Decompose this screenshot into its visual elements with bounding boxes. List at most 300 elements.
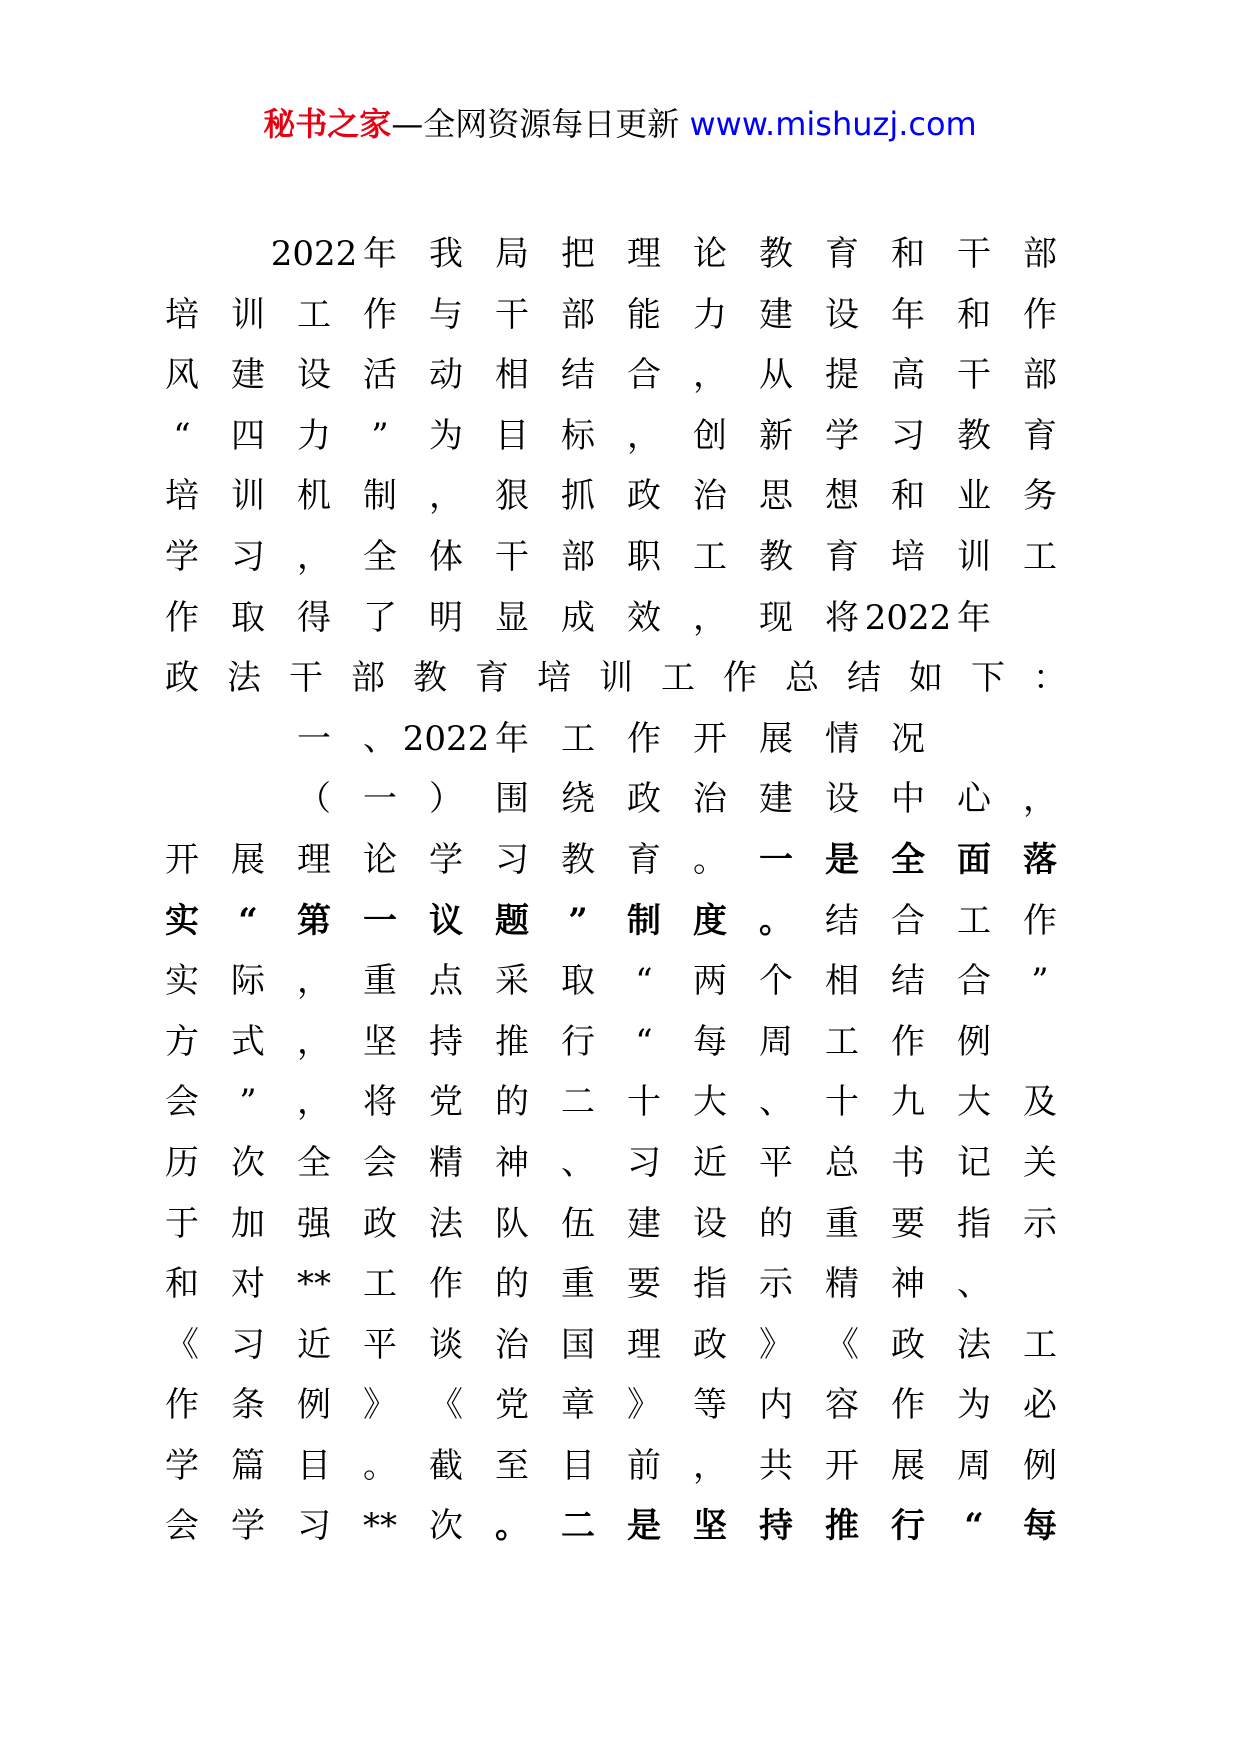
body-glyph: 作 (429, 1264, 463, 1305)
body-glyph: 和 (165, 1264, 199, 1305)
body-glyph: 展 (759, 718, 793, 759)
body-glyph: 明 (429, 597, 463, 638)
body-glyph: 为 (957, 1385, 991, 1426)
body-glyph: 工 (693, 536, 727, 577)
body-glyph: ” (568, 900, 588, 941)
body-glyph: 部 (351, 658, 385, 699)
body-glyph: 成 (561, 597, 595, 638)
body-glyph: 》 (627, 1385, 661, 1426)
body-glyph: 显 (495, 597, 529, 638)
body-glyph: 作 (891, 1385, 925, 1426)
body-glyph: ， (297, 961, 331, 1002)
body-glyph: 育 (627, 839, 661, 880)
body-glyph: 目 (495, 415, 529, 456)
body-glyph: 干 (957, 355, 991, 396)
body-glyph: 、 (957, 1264, 991, 1305)
body-glyph: 作 (891, 1021, 925, 1062)
body-glyph: 面 (957, 839, 991, 880)
body-glyph: 议 (429, 900, 463, 941)
body-line (166, 951, 1066, 1012)
body-glyph: 政 (693, 1324, 727, 1365)
body-glyph: 会 (363, 1142, 397, 1183)
body-glyph: 共 (759, 1445, 793, 1486)
body-glyph: 训 (599, 658, 633, 699)
body-glyph: 近 (693, 1142, 727, 1183)
body-glyph: 政 (627, 779, 661, 820)
body-glyph: 创 (693, 415, 727, 456)
body-glyph: 法 (957, 1324, 991, 1365)
body-glyph: 精 (429, 1142, 463, 1183)
body-glyph: 题 (495, 900, 529, 941)
body-glyph: 式 (231, 1021, 265, 1062)
document-body (166, 224, 1066, 1557)
body-glyph: 对 (231, 1264, 265, 1305)
body-glyph: 合 (627, 355, 661, 396)
body-glyph: 九 (891, 1082, 925, 1123)
body-glyph: 结 (847, 658, 881, 699)
body-glyph: 必 (1023, 1385, 1057, 1426)
body-line (166, 1315, 1066, 1376)
body-glyph: 部 (561, 294, 595, 335)
body-glyph: 制 (363, 476, 397, 517)
body-glyph: 工 (363, 1264, 397, 1305)
body-glyph: 与 (429, 294, 463, 335)
body-glyph: 大 (693, 1082, 727, 1123)
body-glyph: 工 (1023, 536, 1057, 577)
body-glyph: 例 (1023, 1445, 1057, 1486)
body-glyph: 为 (429, 415, 463, 456)
body-glyph: 围 (495, 779, 529, 820)
body-glyph: 如 (909, 658, 943, 699)
body-glyph: 情 (825, 718, 859, 759)
body-glyph: 前 (627, 1445, 661, 1486)
body-glyph: 行 (891, 1506, 925, 1547)
body-glyph: 》 (759, 1324, 793, 1365)
body-glyph: 采 (495, 961, 529, 1002)
body-glyph: 要 (627, 1264, 661, 1305)
body-glyph: 教 (759, 536, 793, 577)
body-glyph: 每 (693, 1021, 727, 1062)
body-glyph: 2022 (864, 597, 952, 638)
body-glyph: 指 (693, 1264, 727, 1305)
body-glyph: 、 (561, 1142, 595, 1183)
body-glyph: 风 (165, 355, 199, 396)
body-glyph: “ (964, 1506, 984, 1547)
body-glyph: 容 (825, 1385, 859, 1426)
body-glyph: 培 (891, 536, 925, 577)
body-glyph: 局 (495, 234, 529, 274)
body-glyph: 要 (891, 1203, 925, 1244)
tagline: —全网资源每日更新 (391, 105, 680, 143)
body-glyph: 章 (561, 1385, 595, 1426)
body-glyph: ” (371, 415, 389, 456)
body-glyph: 相 (825, 961, 859, 1002)
body-glyph: 建 (627, 1203, 661, 1244)
body-glyph: ， (693, 355, 727, 396)
body-glyph: 了 (363, 597, 397, 638)
body-glyph: ， (297, 1082, 331, 1123)
body-glyph: 精 (825, 1264, 859, 1305)
body-glyph: 两 (693, 961, 727, 1002)
body-glyph: 理 (627, 1324, 661, 1365)
body-line (166, 406, 1066, 467)
body-line (166, 588, 1066, 649)
body-line (166, 1012, 1066, 1073)
body-glyph: 总 (785, 658, 819, 699)
body-glyph: 全 (363, 536, 397, 577)
body-glyph: ， (297, 536, 331, 577)
body-glyph: 动 (429, 355, 463, 396)
body-glyph: 习 (495, 839, 529, 880)
body-glyph: 队 (495, 1203, 529, 1244)
body-glyph: 取 (231, 597, 265, 638)
body-glyph: 一 (297, 718, 331, 759)
body-glyph: ** (297, 1264, 331, 1305)
body-glyph: 指 (957, 1203, 991, 1244)
body-line (166, 709, 1066, 770)
body-glyph: 作 (723, 658, 757, 699)
body-glyph: 习 (297, 1506, 331, 1547)
body-glyph: 理 (627, 234, 661, 274)
body-glyph: 实 (165, 961, 199, 1002)
body-glyph: 得 (297, 597, 331, 638)
body-glyph: 教 (957, 415, 991, 456)
body-glyph: 落 (1023, 839, 1057, 880)
body-glyph: 职 (627, 536, 661, 577)
body-glyph: 作 (1023, 900, 1057, 941)
body-glyph: 想 (825, 476, 859, 517)
body-glyph: 党 (495, 1385, 529, 1426)
body-glyph: 能 (627, 294, 661, 335)
body-glyph: 心 (957, 779, 991, 820)
body-glyph: 第 (297, 900, 331, 941)
body-line (166, 1375, 1066, 1436)
body-glyph: 开 (693, 718, 727, 759)
body-glyph: 习 (231, 1324, 265, 1365)
body-glyph: 工 (1023, 1324, 1057, 1365)
body-glyph: 治 (495, 1324, 529, 1365)
body-glyph: 平 (363, 1324, 397, 1365)
body-glyph: 将 (825, 597, 859, 638)
body-glyph: 建 (231, 355, 265, 396)
body-glyph: 重 (561, 1264, 595, 1305)
body-glyph: 内 (759, 1385, 793, 1426)
body-glyph: “ (173, 415, 191, 456)
body-glyph: 篇 (231, 1445, 265, 1486)
body-glyph: 周 (957, 1445, 991, 1486)
body-glyph: 思 (759, 476, 793, 517)
body-glyph: 强 (297, 1203, 331, 1244)
body-glyph: 训 (231, 476, 265, 517)
site-url[interactable]: www.mishuzj.com (689, 105, 977, 143)
body-glyph: 坚 (693, 1506, 727, 1547)
body-glyph: 合 (957, 961, 991, 1002)
body-line (166, 345, 1066, 406)
body-glyph: 等 (693, 1385, 727, 1426)
body-glyph: 四 (231, 415, 265, 456)
body-glyph: 部 (1023, 355, 1057, 396)
body-glyph: 每 (1023, 1506, 1057, 1547)
body-glyph: 把 (561, 234, 595, 274)
body-glyph: 和 (891, 234, 925, 274)
body-glyph: 法 (227, 658, 261, 699)
body-glyph: 加 (231, 1203, 265, 1244)
body-glyph: 训 (957, 536, 991, 577)
body-glyph: 年 (957, 597, 991, 638)
body-glyph: 书 (891, 1142, 925, 1183)
body-glyph: （ (297, 779, 331, 820)
body-glyph: 干 (495, 536, 529, 577)
body-glyph: 结 (891, 961, 925, 1002)
body-glyph: 总 (825, 1142, 859, 1183)
body-glyph: 结 (561, 355, 595, 396)
body-glyph: 教 (759, 234, 793, 274)
body-glyph: 政 (363, 1203, 397, 1244)
body-glyph: 个 (759, 961, 793, 1002)
body-glyph: 论 (363, 839, 397, 880)
body-glyph: 作 (165, 1385, 199, 1426)
body-glyph: 年 (363, 234, 397, 274)
body-glyph: 相 (495, 355, 529, 396)
body-glyph: 学 (231, 1506, 265, 1547)
body-glyph: 学 (825, 415, 859, 456)
body-glyph: 谈 (429, 1324, 463, 1365)
body-glyph: 展 (891, 1445, 925, 1486)
body-glyph: 活 (363, 355, 397, 396)
body-glyph: 。 (363, 1445, 397, 1486)
body-glyph: 近 (297, 1324, 331, 1365)
body-glyph: 。 (693, 839, 727, 880)
body-glyph: 育 (475, 658, 509, 699)
body-glyph: 下 (971, 658, 1005, 699)
body-glyph: 工 (825, 1021, 859, 1062)
body-glyph: 结 (825, 900, 859, 941)
body-glyph: 《 (165, 1324, 199, 1365)
body-glyph: 持 (759, 1506, 793, 1547)
body-glyph: 》 (363, 1385, 397, 1426)
body-glyph: 一 (759, 839, 793, 880)
body-glyph: 设 (693, 1203, 727, 1244)
body-glyph: 习 (627, 1142, 661, 1183)
body-glyph: 政 (891, 1324, 925, 1365)
body-line (166, 830, 1066, 891)
body-glyph: 标 (561, 415, 595, 456)
body-glyph: 机 (297, 476, 331, 517)
body-glyph: 示 (1023, 1203, 1057, 1244)
body-glyph: 展 (231, 839, 265, 880)
body-glyph: 开 (825, 1445, 859, 1486)
body-glyph: 、 (363, 718, 397, 759)
body-glyph: 学 (165, 1445, 199, 1486)
body-line (166, 224, 1066, 285)
body-glyph: 育 (825, 536, 859, 577)
body-glyph: 力 (297, 415, 331, 456)
body-glyph: 次 (429, 1506, 463, 1547)
body-glyph: 作 (363, 294, 397, 335)
body-glyph: 目 (297, 1445, 331, 1486)
body-glyph: 作 (165, 597, 199, 638)
body-glyph: 干 (289, 658, 323, 699)
body-glyph: 工 (561, 718, 595, 759)
body-glyph: 十 (627, 1082, 661, 1123)
body-glyph: 2022 (402, 718, 490, 759)
body-glyph: 伍 (561, 1203, 595, 1244)
body-glyph: 培 (165, 294, 199, 335)
body-glyph: 设 (825, 294, 859, 335)
body-glyph: “ (635, 1021, 653, 1062)
body-glyph: 学 (429, 839, 463, 880)
body-glyph: 建 (759, 779, 793, 820)
body-line (166, 285, 1066, 346)
body-glyph: 合 (891, 900, 925, 941)
body-glyph: 教 (413, 658, 447, 699)
body-glyph: 于 (165, 1203, 199, 1244)
header (0, 100, 1240, 148)
body-glyph: “ (635, 961, 653, 1002)
body-line (166, 769, 1066, 830)
body-glyph: 现 (759, 597, 793, 638)
body-glyph: 十 (825, 1082, 859, 1123)
body-glyph: “ (238, 900, 258, 941)
body-line (166, 527, 1066, 588)
body-glyph: 。 (495, 1506, 529, 1547)
body-line (166, 891, 1066, 952)
body-glyph: 新 (759, 415, 793, 456)
body-glyph: 目 (561, 1445, 595, 1486)
body-glyph: ， (693, 1445, 727, 1486)
body-glyph: 神 (495, 1142, 529, 1183)
body-glyph: 二 (561, 1082, 595, 1123)
body-line (166, 1436, 1066, 1497)
body-glyph: 培 (165, 476, 199, 517)
body-glyph: 设 (825, 779, 859, 820)
body-glyph: 推 (825, 1506, 859, 1547)
body-glyph: ） (429, 779, 463, 820)
body-glyph: 高 (891, 355, 925, 396)
body-glyph: 开 (165, 839, 199, 880)
body-glyph: 理 (297, 839, 331, 880)
body-glyph: 务 (1023, 476, 1057, 517)
body-line (166, 466, 1066, 527)
body-glyph: 一 (363, 779, 397, 820)
body-glyph: 和 (891, 476, 925, 517)
body-glyph: 的 (495, 1264, 529, 1305)
body-glyph: 提 (825, 355, 859, 396)
body-glyph: 工 (297, 294, 331, 335)
body-glyph: 大 (957, 1082, 991, 1123)
body-glyph: 重 (825, 1203, 859, 1244)
body-glyph: 是 (627, 1506, 661, 1547)
body-glyph: ： (1033, 658, 1067, 699)
body-glyph: 及 (1023, 1082, 1057, 1123)
body-glyph: 制 (627, 900, 661, 941)
body-glyph: 例 (297, 1385, 331, 1426)
body-glyph: 神 (891, 1264, 925, 1305)
body-glyph: 的 (759, 1203, 793, 1244)
body-glyph: 部 (561, 536, 595, 577)
body-glyph: 际 (231, 961, 265, 1002)
body-glyph: 绕 (561, 779, 595, 820)
body-glyph: 次 (231, 1142, 265, 1183)
body-glyph: 中 (891, 779, 925, 820)
body-glyph: 重 (363, 961, 397, 1002)
body-glyph: 坚 (363, 1021, 397, 1062)
body-glyph: ， (429, 476, 463, 517)
body-glyph: ， (1023, 779, 1057, 820)
body-glyph: 我 (429, 234, 463, 274)
body-glyph: 将 (363, 1082, 397, 1123)
body-glyph: 例 (957, 1021, 991, 1062)
body-glyph: 工 (957, 900, 991, 941)
body-glyph: 记 (957, 1142, 991, 1183)
body-glyph: ， (693, 597, 727, 638)
body-glyph: 法 (429, 1203, 463, 1244)
brand-name: 秘书之家 (263, 105, 392, 143)
body-glyph: 全 (891, 839, 925, 880)
body-glyph: 业 (957, 476, 991, 517)
body-glyph: 平 (759, 1142, 793, 1183)
body-glyph: 全 (297, 1142, 331, 1183)
body-glyph: 作 (1023, 294, 1057, 335)
body-glyph: 训 (231, 294, 265, 335)
body-glyph: 周 (759, 1021, 793, 1062)
body-glyph: 年 (495, 718, 529, 759)
body-line (166, 1194, 1066, 1255)
body-glyph: 体 (429, 536, 463, 577)
body-glyph: 教 (561, 839, 595, 880)
body-glyph: 工 (661, 658, 695, 699)
body-glyph: 《 (825, 1324, 859, 1365)
body-glyph: 是 (825, 839, 859, 880)
body-glyph: 条 (231, 1385, 265, 1426)
body-glyph: 力 (693, 294, 727, 335)
body-glyph: 持 (429, 1021, 463, 1062)
body-glyph: 育 (825, 234, 859, 274)
body-glyph: 截 (429, 1445, 463, 1486)
body-glyph: 实 (165, 900, 199, 941)
body-glyph: ” (239, 1082, 257, 1123)
body-glyph: 效 (627, 597, 661, 638)
body-glyph: 党 (429, 1082, 463, 1123)
body-glyph: 干 (495, 294, 529, 335)
body-glyph: 《 (429, 1385, 463, 1426)
body-glyph: 推 (495, 1021, 529, 1062)
body-glyph: 论 (693, 234, 727, 274)
body-glyph: ” (1031, 961, 1049, 1002)
body-glyph: 国 (561, 1324, 595, 1365)
body-glyph: 况 (891, 718, 925, 759)
body-glyph: 二 (561, 1506, 595, 1547)
body-line (166, 1072, 1066, 1133)
body-glyph: 习 (231, 536, 265, 577)
body-glyph: 干 (957, 234, 991, 274)
body-glyph: 设 (297, 355, 331, 396)
body-glyph: 关 (1023, 1142, 1057, 1183)
body-glyph: 行 (561, 1021, 595, 1062)
body-glyph: 度 (693, 900, 727, 941)
body-glyph: 作 (627, 718, 661, 759)
body-glyph: 治 (693, 779, 727, 820)
body-line (166, 1496, 1066, 1557)
body-line (166, 1133, 1066, 1194)
body-glyph: 治 (693, 476, 727, 517)
body-glyph: ， (627, 415, 661, 456)
body-glyph: 历 (165, 1142, 199, 1183)
body-glyph: 政 (165, 658, 199, 699)
body-glyph: 一 (363, 900, 397, 941)
body-glyph: 建 (759, 294, 793, 335)
body-glyph: 示 (759, 1264, 793, 1305)
